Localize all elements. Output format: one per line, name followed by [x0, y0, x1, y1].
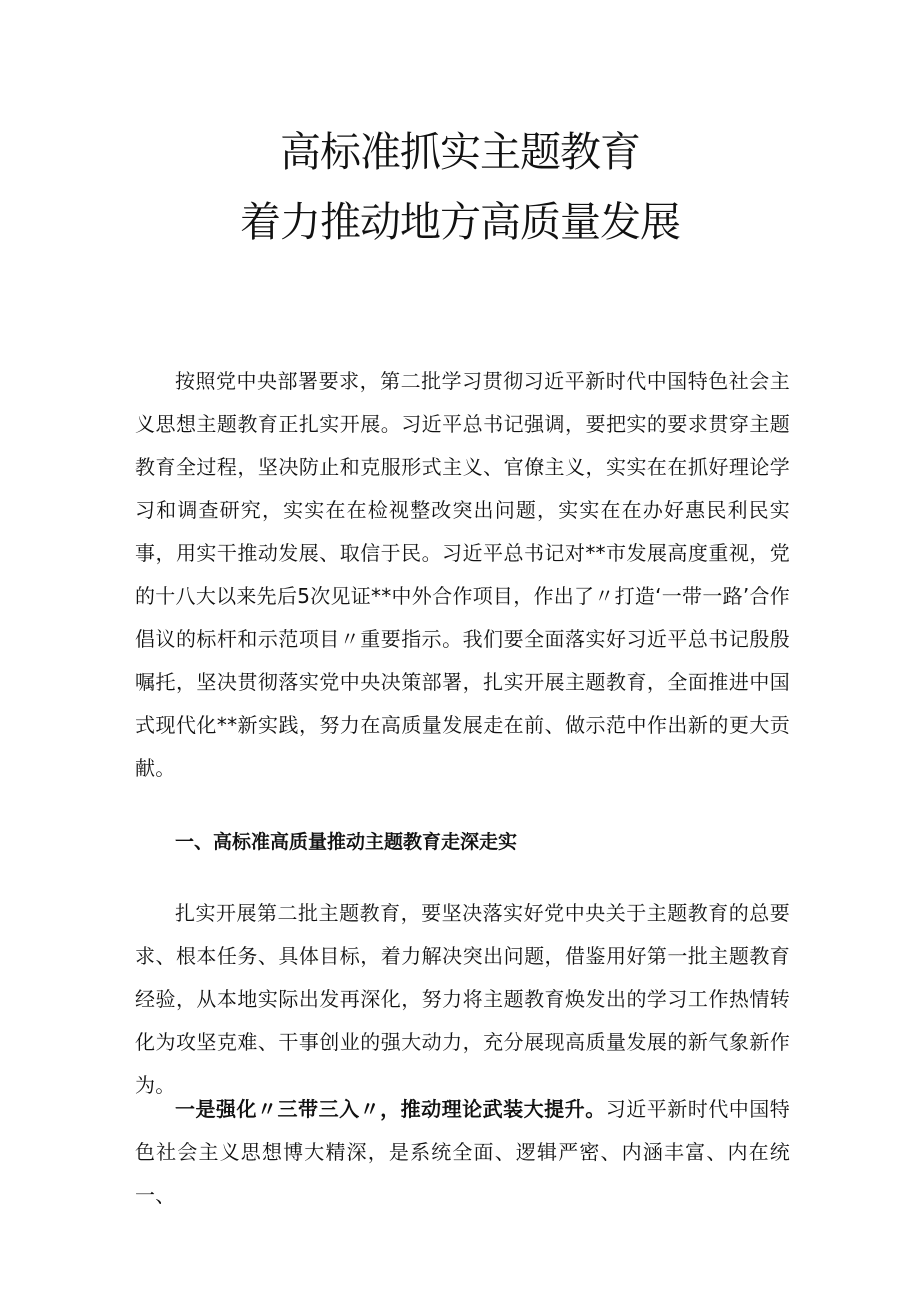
document-title-line-2: 着力推动地方高质量发展 [240, 198, 680, 246]
section-1-body [135, 892, 790, 1107]
intro-section [135, 360, 790, 790]
intro-paragraph: 按照党中央部署要求，第二批学习贯彻习近平新时代中国特色社会主义思想主题教育正扎实开展。习近平总书记强调，要把实的要求贯穿主题教育全过程，坚决防止和克服形式主义、官僚主义，实实在在抓好理论学习和调查研究，实实在在检视整改突出问题，实实在在办好惠民利民实事，用实干推动发展、取信于民。习近平总书记对**市发展高度重视，党的十八大以来先后5次见证**中外合作项目，作出了〃打造‘一带一路’合作倡议的标杆和示范项目〃重要指示。我们要全面落实好习近平总书记殷殷嘱托，坚决贯彻落实党中央决策部署，扎实开展主题教育，全面推进中国式现代化**新实践，努力在高质量发展走在前、做示范中作出新的更大贡献。 [135, 369, 790, 780]
point-1-text: 习近平新时代中国特色社会主义思想博大精深，是系统全面、逻辑严密、内涵丰富、内在统一、 [135, 1097, 790, 1207]
document-title-line-1: 高标准抓实主题教育 [280, 128, 640, 176]
point-1-section [135, 1088, 790, 1217]
section-heading-1: 一、高标准高质量推动主题教育走深走实 [175, 831, 518, 853]
point-1-paragraph [135, 1088, 790, 1217]
section-1-paragraph: 扎实开展第二批主题教育，要坚决落实好党中央关于主题教育的总要求、根本任务、具体目标，着力解决突出问题，借鉴用好第一批主题教育经验，从本地实际出发再深化，努力将主题教育焕发出的学习工作热情转化为攻坚克难、干事创业的强大动力，充分展现高质量发展的新气象新作为。 [135, 901, 790, 1097]
point-1-lead: 一是强化〃三带三入〃，推动理论武装大提升。 [175, 1097, 606, 1121]
